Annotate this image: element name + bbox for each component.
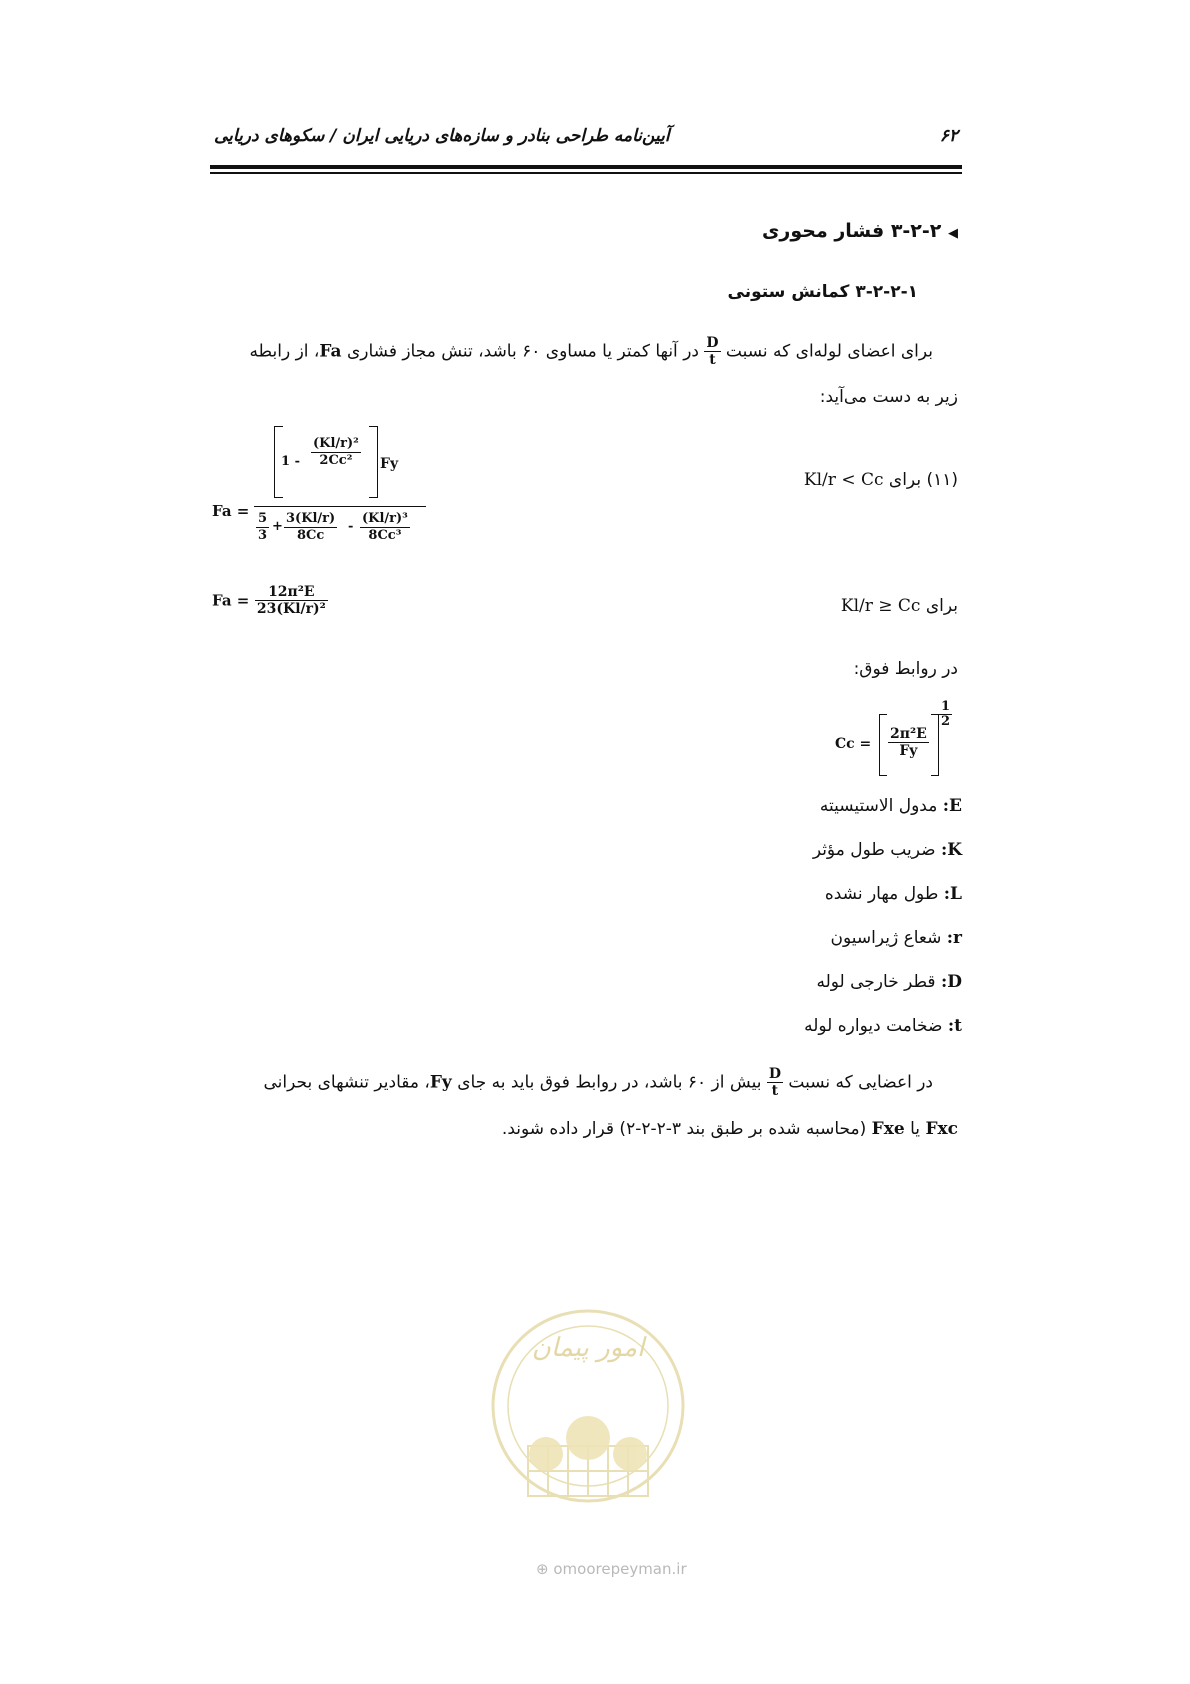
para1-text-c: ، از رابطه	[249, 341, 320, 362]
cc-fraction	[888, 726, 929, 759]
eq11-den-term1	[256, 511, 269, 544]
footer-site-text: omoorepeyman.ir	[553, 1560, 687, 1578]
def-text: قطر خارجی لوله	[816, 972, 936, 992]
ratio-d-over-t-2	[767, 1066, 783, 1099]
section-heading	[762, 220, 958, 242]
running-title: آیین‌نامه طراحی بنادر و سازه‌های دریایی ایران / سکوهای دریایی	[214, 126, 670, 146]
def-sym: t:	[947, 1016, 962, 1036]
cc-lhs: Cc =	[835, 736, 872, 752]
definition-e	[820, 796, 962, 816]
equation-11-label	[804, 470, 958, 490]
definition-l	[825, 884, 962, 904]
eq11-t3-num: (Kl/r)³	[362, 511, 408, 526]
paragraph-1-line-1	[213, 335, 933, 368]
def-text: طول مهار نشده	[824, 884, 939, 904]
symbol-fy: Fy	[429, 1072, 452, 1093]
symbol-fa: Fa	[319, 341, 342, 362]
para2-text-a: در اعضایی که نسبت	[788, 1072, 933, 1093]
page-number: ۶۲	[939, 126, 958, 146]
watermark-logo-text: امور پیمان	[531, 1333, 645, 1363]
where-text: در روابط فوق:	[853, 659, 958, 679]
paragraph-2-line-2	[502, 1116, 958, 1142]
def-text: ضریب طول مؤثر	[812, 840, 936, 860]
ratio-d-over-t	[704, 335, 720, 368]
eq11-main-fraction	[254, 420, 426, 557]
symbol-fxe: Fxe	[871, 1119, 905, 1139]
def-sym: K:	[940, 840, 962, 860]
eq11-inner-den: 2Cc²	[319, 453, 353, 468]
equation-12-label	[841, 596, 958, 616]
watermark-logo	[488, 1296, 688, 1546]
eq11-condition: Kl/r < Cc	[803, 470, 884, 490]
def-text: مدول الاستیسیته	[819, 796, 938, 816]
paragraph-2-line-1	[213, 1066, 933, 1099]
eq11-t2-den: 8Cc	[296, 528, 325, 543]
eq11-lhs: Fa =	[212, 502, 250, 520]
def-sym: r:	[946, 928, 962, 948]
def-text: ضخامت دیواره لوله	[804, 1016, 943, 1036]
cc-exp-den: 2	[941, 714, 951, 729]
eq12-den: 23(Kl/r)²	[256, 601, 326, 617]
eq12-fraction	[255, 584, 328, 617]
eq11-minus: -	[348, 519, 354, 534]
cc-equation	[835, 700, 960, 782]
para1-text-b: در آنها کمتر یا مساوی ۶۰ باشد، تنش مجاز فشاری	[346, 341, 699, 362]
def-sym: D:	[940, 972, 962, 992]
eq11-den-term2	[284, 511, 337, 544]
eq11-bracket	[274, 426, 378, 498]
subsection-heading-title: کمانش ستونی	[727, 282, 850, 302]
eq11-inner-fraction	[311, 436, 361, 469]
eq11-denominator	[254, 507, 426, 557]
eq11-numerator	[254, 420, 426, 507]
section-heading-title: فشار محوری	[762, 220, 885, 242]
eq11-t2-num: 3(Kl/r)	[286, 511, 336, 526]
cc-exponent	[939, 700, 952, 729]
def-sym: L:	[943, 884, 962, 904]
eq12-condition: Kl/r ≥ Cc	[840, 596, 921, 616]
eq11-inner-num: (Kl/r)²	[313, 436, 359, 451]
footer-site	[536, 1560, 687, 1578]
ratio-num: D	[706, 335, 719, 351]
eq11-t1-den: 3	[258, 528, 268, 543]
definition-t	[804, 1016, 962, 1036]
eq11-plus: +	[272, 519, 283, 534]
eq11-one-minus: 1 -	[281, 454, 300, 469]
eq12-num: 12π²E	[255, 584, 328, 601]
header-rule-thick	[210, 165, 962, 169]
ratio-den: t	[771, 1083, 779, 1099]
ratio-num: D	[768, 1066, 781, 1082]
para2-text-b: بیش از ۶۰ باشد، در روابط فوق باید به جای	[457, 1072, 762, 1093]
subsection-heading	[728, 282, 919, 302]
globe-icon: ⊕	[536, 1560, 549, 1578]
definition-k	[813, 840, 962, 860]
def-sym: E:	[942, 796, 962, 816]
para1-text-a: برای اعضای لوله‌ای که نسبت	[725, 341, 933, 362]
eq11-t3-den: 8Cc³	[368, 528, 402, 543]
definition-r	[830, 928, 962, 948]
eq11-den-term3	[360, 511, 410, 544]
symbol-fxc: Fxc	[925, 1119, 958, 1139]
eq11-fy: Fy	[380, 456, 399, 472]
ratio-den: t	[709, 352, 716, 368]
para2-text-c: ، مقادیر تنشهای بحرانی	[263, 1072, 430, 1093]
definition-d	[816, 972, 962, 992]
or-word: یا	[910, 1119, 921, 1139]
section-heading-number: ۳-۲-۲	[890, 220, 942, 242]
header-rule-thin	[210, 172, 962, 174]
def-text: شعاع ژیراسیون	[830, 928, 942, 948]
cc-exp-num: 1	[941, 699, 951, 714]
cc-num: 2π²E	[890, 726, 927, 742]
eq12-label-word: برای	[925, 596, 958, 616]
eq11-label-word: برای	[888, 470, 922, 490]
cc-bracket	[879, 714, 939, 776]
paragraph-1-line-2: زیر به دست می‌آید:	[819, 387, 958, 407]
bullet-icon: ◀	[948, 226, 958, 241]
subsection-heading-number: ۳-۲-۲-۱	[855, 282, 918, 302]
eq11-number: (۱۱)	[926, 470, 958, 490]
eq12-lhs: Fa =	[212, 591, 250, 610]
para2-text-line2: (محاسبه شده بر طبق بند ۳-۲-۲-۲) قرار داده شوند.	[501, 1119, 867, 1139]
equation-12	[212, 584, 328, 617]
cc-den: Fy	[899, 743, 918, 759]
eq11-t1-num: 5	[258, 511, 268, 526]
